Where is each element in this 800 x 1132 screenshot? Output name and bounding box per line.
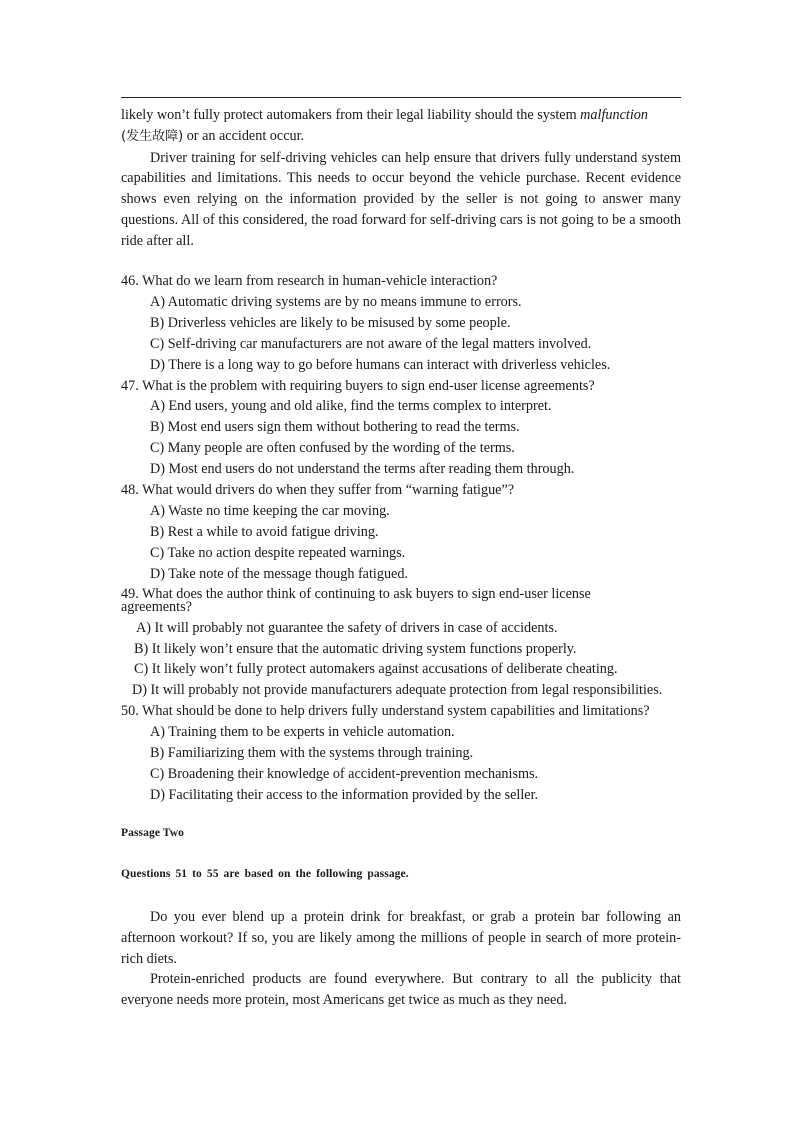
vocab-term: malfunction [580, 107, 648, 123]
header-rule [121, 97, 681, 98]
answer-option: C) Broadening their knowledge of accident-prevention mechanisms. [150, 765, 539, 782]
answer-option: B) Familiarizing them with the systems through training. [150, 745, 474, 762]
question-stem: 50. What should be done to help drivers fully understand system capabilities and limitations? [121, 703, 650, 720]
answer-option: A) Training them to be experts in vehicle automation. [150, 724, 455, 741]
question-47 [121, 376, 701, 481]
answer-option: B) Rest a while to avoid fatigue driving. [150, 523, 379, 540]
answer-option: B) Driverless vehicles are likely to be misused by some people. [150, 314, 511, 331]
passage-two-paragraph: Protein-enriched products are found everywhere. But contrary to all the publicity that everyone needs more protein, most Americans get twice as much as they need. [121, 971, 681, 1009]
question-50 [121, 701, 701, 806]
passage-one-paragraph: Driver training for self-driving vehicles can help ensure that drivers fully understand system capabilities and limitations. This needs to occur beyond the vehicle purchase. Recent evidence shows even relying on the information provided by the seller is not going to answer many questions. All of this considered, the road forward for self-driving cars is not going to be a smooth ride after all. [121, 149, 681, 249]
passage-one-tail [121, 105, 681, 252]
answer-option: D) It will probably not provide manufacturers adequate protection from legal responsibilities. [132, 682, 663, 699]
passage-two-body [121, 907, 681, 1011]
passage-two-paragraph: Do you ever blend up a protein drink for breakfast, or grab a protein bar following an afternoon workout? If so, you are likely among the millions of people in search of more protein- rich diets. [121, 909, 681, 967]
continuation-end: or an accident occur. [183, 127, 305, 144]
question-48 [121, 480, 701, 585]
passage-two-instruction: Questions 51 to 55 are based on the following passage. [121, 868, 409, 880]
answer-option: C) Self-driving car manufacturers are not aware of the legal matters involved. [150, 335, 592, 352]
question-list [121, 271, 701, 806]
answer-option: B) It likely won’t ensure that the automatic driving system functions properly. [134, 640, 577, 657]
answer-option: A) End users, young and old alike, find the terms complex to interpret. [150, 398, 552, 415]
answer-option: D) There is a long way to go before humans can interact with driverless vehicles. [150, 356, 611, 373]
answer-option: A) Automatic driving systems are by no means immune to errors. [150, 293, 522, 310]
question-stem: 47. What is the problem with requiring buyers to sign end-user license agreements? [121, 377, 595, 394]
question-stem: 46. What do we learn from research in human-vehicle interaction? [121, 273, 498, 289]
answer-option: C) Many people are often confused by the wording of the terms. [150, 440, 515, 457]
passage-two-heading: Passage Two [121, 827, 184, 839]
question-stem: 49. What does the author think of continuing to ask buyers to sign end-user license agreements? [121, 585, 591, 615]
answer-option: C) Take no action despite repeated warnings. [150, 544, 406, 561]
vocab-gloss: (发生故障) [121, 128, 184, 144]
answer-option: D) Take note of the message though fatigued. [150, 565, 408, 582]
passage-one-continuation [121, 105, 681, 148]
answer-option: B) Most end users sign them without bothering to read the terms. [150, 419, 520, 436]
continuation-text: likely won’t fully protect automakers from their legal liability should the system [121, 107, 581, 123]
question-46 [121, 271, 701, 376]
answer-option: D) Most end users do not understand the terms after reading them through. [150, 461, 575, 478]
answer-option: C) It likely won’t fully protect automakers against accusations of deliberate cheating. [134, 661, 618, 678]
question-stem: 48. What would drivers do when they suffer from “warning fatigue”? [121, 482, 515, 499]
answer-option: A) Waste no time keeping the car moving. [150, 502, 390, 519]
question-49 [121, 585, 701, 702]
answer-option: D) Facilitating their access to the information provided by the seller. [150, 786, 539, 803]
answer-option: A) It will probably not guarantee the safety of drivers in case of accidents. [136, 619, 558, 636]
